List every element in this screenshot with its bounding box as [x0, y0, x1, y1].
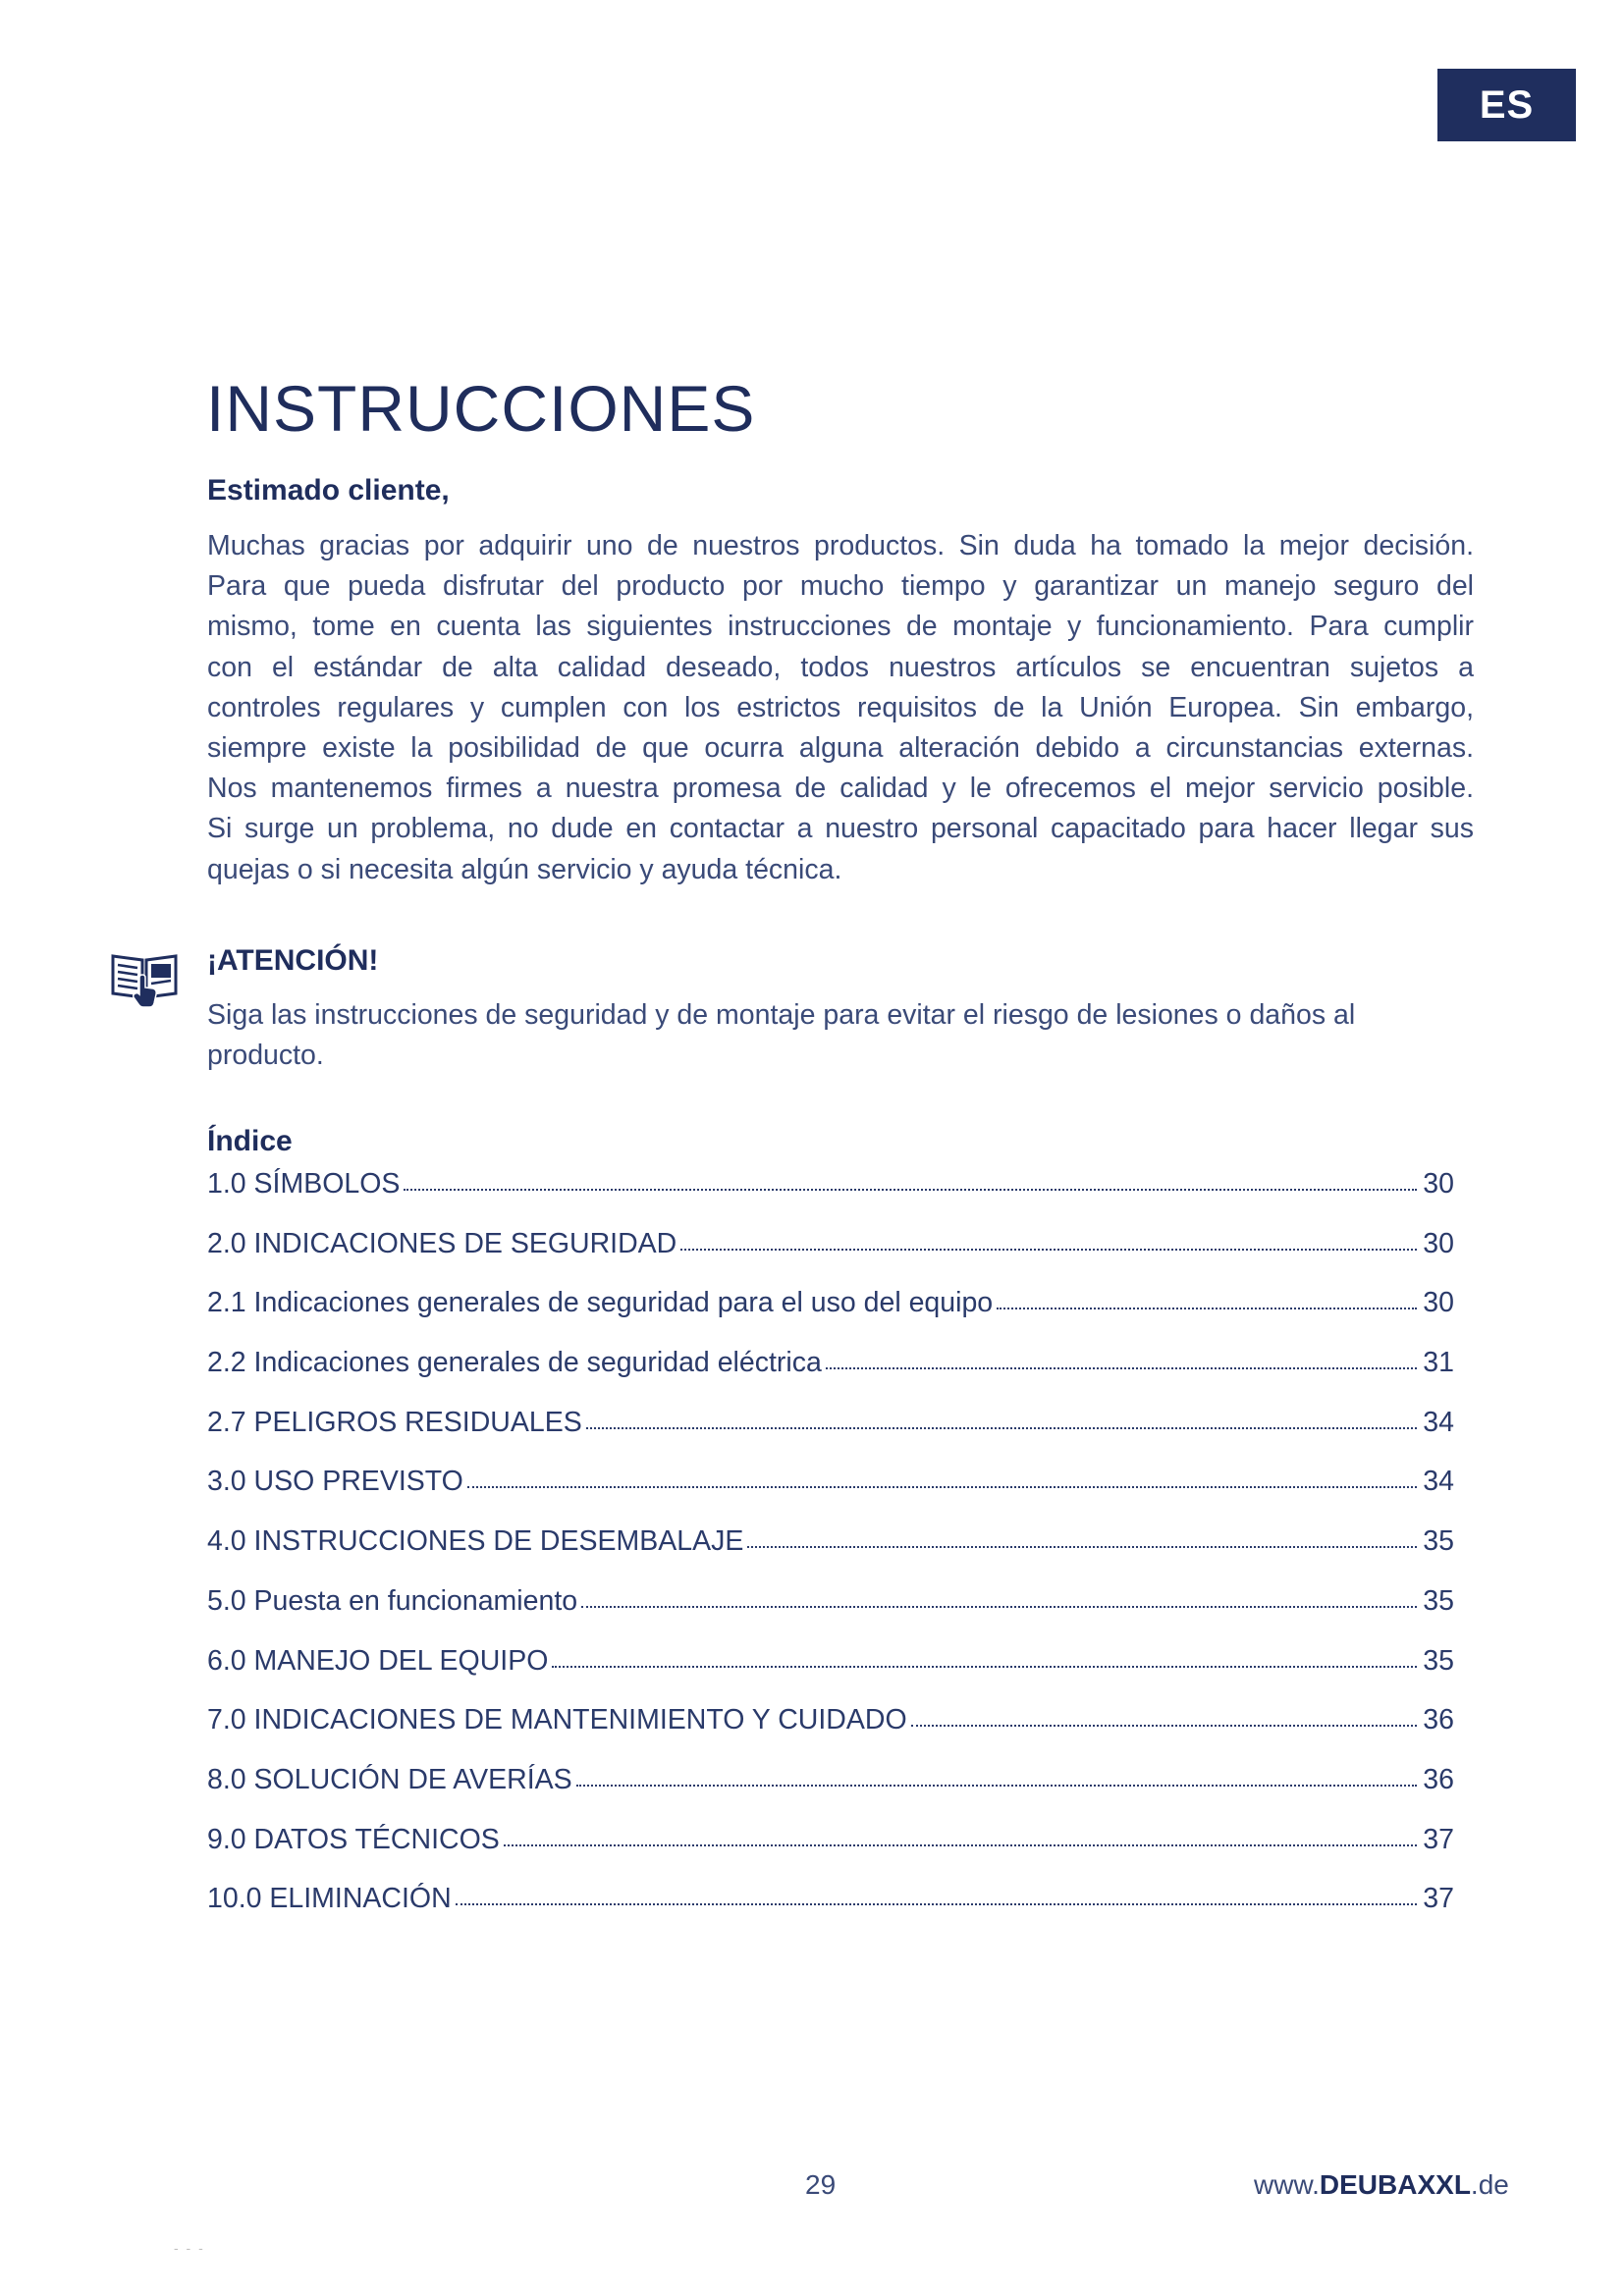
- attention-line: Siga las instrucciones de seguridad y de montaje para evitar el riesgo de lesiones o daños al: [207, 999, 1356, 1031]
- intro-line: Muchas gracias por adquirir uno de nuestros productos. Sin duda ha tomado la mejor decisión.: [207, 530, 1474, 561]
- toc-entry-label: 1.0 SÍMBOLOS: [207, 1168, 401, 1200]
- toc-entry-page: 35: [1423, 1584, 1454, 1617]
- toc-leader-dots: [404, 1189, 1417, 1191]
- toc-entry-page: 37: [1423, 1883, 1454, 1915]
- toc-entry[interactable]: [207, 1824, 1454, 1884]
- toc-entry-label: 6.0 MANEJO DEL EQUIPO: [207, 1644, 549, 1677]
- toc-entry-page: 30: [1423, 1168, 1454, 1200]
- toc-entry-label: 7.0 INDICACIONES DE MANTENIMIENTO Y CUIDADO: [207, 1704, 907, 1736]
- toc-entry[interactable]: [207, 1168, 1454, 1228]
- toc-leader-dots: [826, 1367, 1417, 1369]
- toc-leader-dots: [586, 1427, 1418, 1429]
- toc-entry[interactable]: [207, 1585, 1454, 1645]
- intro-line: quejas o si necesita algún servicio y ayuda técnica.: [207, 853, 842, 885]
- toc-entry-page: 34: [1423, 1466, 1454, 1498]
- toc-entry-label: 10.0 ELIMINACIÓN: [207, 1883, 452, 1915]
- page-number: 29: [805, 2169, 837, 2200]
- manual-book-icon: [110, 948, 179, 1009]
- toc-leader-dots: [911, 1725, 1418, 1727]
- attention-line: producto.: [207, 1040, 324, 1071]
- toc-entry-label: 5.0 Puesta en funcionamiento: [207, 1584, 578, 1617]
- intro-line: Si surge un problema, no dude en contactar a nuestro personal capacitado para hacer llegar sus: [207, 813, 1474, 845]
- toc-entry-page: 31: [1423, 1347, 1454, 1379]
- website-suffix: .de: [1470, 2169, 1509, 2200]
- page-title: INSTRUCCIONES: [206, 372, 756, 445]
- intro-line: Para que pueda disfrutar del producto por mucho tiempo y garantizar un manejo seguro del: [207, 570, 1474, 603]
- toc-entry-page: 30: [1423, 1287, 1454, 1319]
- table-of-contents: [207, 1168, 1454, 1943]
- intro-line: controles regulares y cumplen con los estrictos requisitos de la Unión Europea. Sin embargo,: [207, 691, 1474, 723]
- toc-entry[interactable]: [207, 1883, 1454, 1943]
- toc-entry[interactable]: [207, 1287, 1454, 1347]
- toc-entry[interactable]: [207, 1407, 1454, 1467]
- index-heading: Índice: [207, 1125, 293, 1157]
- toc-leader-dots: [576, 1785, 1418, 1787]
- toc-entry-page: 36: [1423, 1704, 1454, 1736]
- toc-entry[interactable]: [207, 1228, 1454, 1288]
- intro-line: con el estándar de alta calidad deseado, todos nuestros artículos se encuentran sujetos a: [207, 651, 1474, 683]
- toc-entry[interactable]: [207, 1704, 1454, 1764]
- toc-entry[interactable]: [207, 1525, 1454, 1585]
- toc-leader-dots: [997, 1308, 1417, 1309]
- toc-leader-dots: [552, 1666, 1417, 1668]
- toc-entry-page: 36: [1423, 1763, 1454, 1795]
- toc-entry[interactable]: [207, 1645, 1454, 1705]
- language-badge-label: ES: [1479, 82, 1535, 127]
- toc-leader-dots: [456, 1903, 1418, 1905]
- toc-entry-page: 37: [1423, 1823, 1454, 1855]
- toc-entry-label: 2.1 Indicaciones generales de seguridad para el uso del equipo: [207, 1287, 994, 1319]
- toc-leader-dots: [504, 1844, 1418, 1846]
- attention-text: [207, 995, 1474, 1076]
- toc-leader-dots: [680, 1249, 1417, 1251]
- intro-line: Nos mantenemos firmes a nuestra promesa de calidad y le ofrecemos el mejor servicio posible.: [207, 773, 1474, 805]
- print-marks: - - -: [174, 2240, 205, 2256]
- toc-leader-dots: [747, 1546, 1417, 1548]
- toc-entry-label: 3.0 USO PREVISTO: [207, 1466, 463, 1498]
- website-prefix: www.: [1254, 2169, 1320, 2200]
- toc-entry-label: 2.7 PELIGROS RESIDUALES: [207, 1406, 582, 1438]
- website-link[interactable]: [1254, 2169, 1509, 2201]
- toc-entry-label: 2.2 Indicaciones generales de seguridad eléctrica: [207, 1347, 822, 1379]
- toc-entry-page: 35: [1423, 1525, 1454, 1558]
- toc-entry[interactable]: [207, 1347, 1454, 1407]
- website-brand: DEUBAXXL: [1319, 2169, 1471, 2200]
- toc-leader-dots: [581, 1606, 1417, 1608]
- toc-entry-page: 35: [1423, 1644, 1454, 1677]
- toc-entry-label: 4.0 INSTRUCCIONES DE DESEMBALAJE: [207, 1525, 744, 1558]
- toc-entry-page: 30: [1423, 1227, 1454, 1259]
- toc-entry-label: 9.0 DATOS TÉCNICOS: [207, 1823, 500, 1855]
- language-badge: [1437, 69, 1576, 141]
- toc-entry[interactable]: [207, 1764, 1454, 1824]
- intro-line: mismo, tome en cuenta las siguientes instrucciones de montaje y funcionamiento. Para cumplir: [207, 611, 1474, 643]
- toc-entry-label: 8.0 SOLUCIÓN DE AVERÍAS: [207, 1763, 572, 1795]
- toc-leader-dots: [467, 1486, 1417, 1488]
- toc-entry-label: 2.0 INDICACIONES DE SEGURIDAD: [207, 1227, 677, 1259]
- toc-entry-page: 34: [1423, 1406, 1454, 1438]
- toc-entry[interactable]: [207, 1466, 1454, 1525]
- greeting-heading: Estimado cliente,: [207, 474, 450, 507]
- attention-heading: ¡ATENCIÓN!: [207, 944, 379, 977]
- intro-line: siempre existe la posibilidad de que ocurra alguna alteración debido a circunstancias externas.: [207, 732, 1474, 765]
- intro-paragraph: [207, 526, 1474, 890]
